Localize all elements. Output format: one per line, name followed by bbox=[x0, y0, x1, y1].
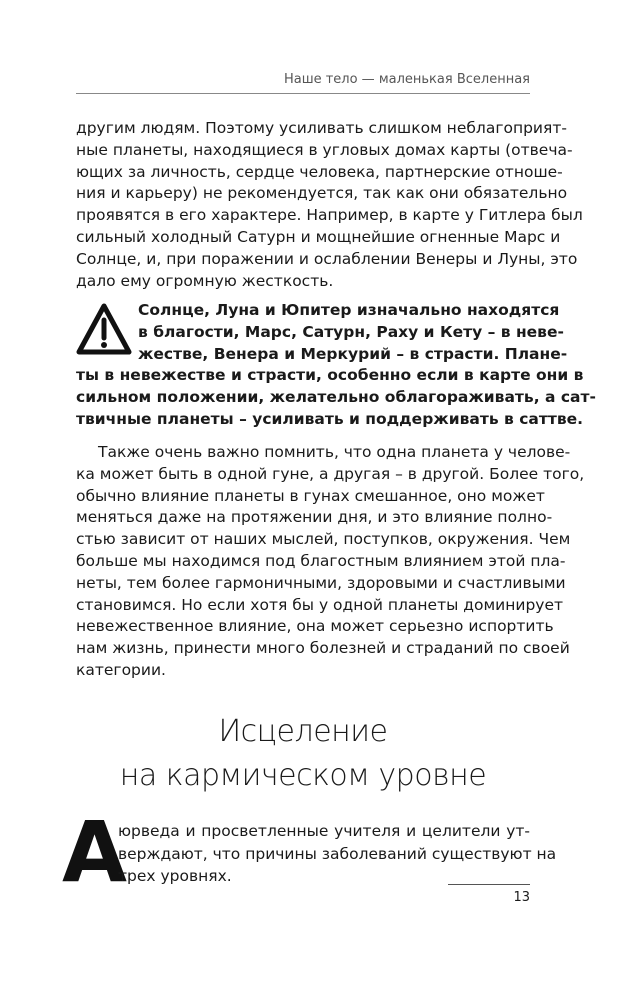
text-line: в благости, Марс, Сатурн, Раху и Кету – в неве- bbox=[138, 322, 564, 341]
text-line: Солнце, и, при поражении и ослаблении Венеры и Луны, это bbox=[76, 249, 578, 268]
text-line: меняться даже на протяжении дня, и это влияние полно- bbox=[76, 508, 553, 527]
text-line: дало ему огромную жесткость. bbox=[76, 271, 334, 290]
warning-callout bbox=[76, 300, 596, 430]
text-line: обычно влияние планеты в гунах смешанное, оно может bbox=[76, 486, 545, 505]
text-line: нам жизнь, принести много болезней и страданий по своей bbox=[76, 639, 570, 658]
header-divider bbox=[76, 93, 530, 94]
text-line: сильном положении, желательно облагораживать, а сат- bbox=[76, 388, 596, 407]
paragraph-2 bbox=[76, 442, 585, 682]
paragraph-1 bbox=[76, 118, 583, 292]
text-line: ты в невежестве и страсти, особенно если в карте они в bbox=[76, 366, 584, 385]
footer-divider bbox=[448, 884, 530, 885]
text-line: Солнце, Луна и Юпитер изначально находятся bbox=[138, 301, 560, 319]
paragraph-3 bbox=[118, 820, 557, 888]
text-line: проявятся в его характере. Например, в карте у Гитлера был bbox=[76, 206, 583, 225]
warning-triangle-icon bbox=[76, 302, 132, 358]
text-line: другим людям. Поэтому усиливать слишком неблагоприят- bbox=[76, 119, 567, 137]
text-line: трех уровнях. bbox=[118, 867, 232, 885]
section-title-line-1: Исцеление bbox=[218, 714, 388, 749]
text-line: категории. bbox=[76, 660, 166, 679]
drop-cap: А bbox=[62, 803, 128, 901]
text-line: ные планеты, находящиеся в угловых домах карты (отвеча- bbox=[76, 140, 573, 159]
text-line: ния и карьеру) не рекомендуется, так как они обязательно bbox=[76, 184, 568, 203]
section-title-line-2: на кармическом уровне bbox=[119, 758, 487, 793]
text-line: сильный холодный Сатурн и мощнейшие огненные Марс и bbox=[76, 227, 561, 246]
text-line: стью зависит от наших мыслей, поступков, окружения. Чем bbox=[76, 530, 571, 549]
page-number: 13 bbox=[513, 890, 530, 905]
warning-text bbox=[76, 300, 596, 431]
text-line: ка может быть в одной гуне, а другая – в другой. Более того, bbox=[76, 464, 585, 483]
text-line: больше мы находимся под благостным влиянием этой пла- bbox=[76, 551, 566, 570]
text-line: твичные планеты – усиливать и поддерживать в саттве. bbox=[76, 409, 584, 428]
text-line: юрведа и просветленные учителя и целители ут- bbox=[118, 822, 530, 840]
text-line: неты, тем более гармоничными, здоровыми и счастливыми bbox=[76, 573, 566, 592]
text-line: ющих за личность, сердце человека, партнерские отноше- bbox=[76, 162, 563, 181]
running-header: Наше тело — маленькая Вселенная bbox=[283, 72, 530, 87]
text-line: жестве, Венера и Меркурий – в страсти. Плане- bbox=[138, 344, 568, 363]
text-line: становимся. Но если хотя бы у одной планеты доминирует bbox=[76, 595, 564, 614]
text-line: Также очень важно помнить, что одна планета у челове- bbox=[98, 443, 571, 461]
text-line: верждают, что причины заболеваний существуют на bbox=[118, 844, 557, 863]
text-line: невежественное влияние, она может серьезно испортить bbox=[76, 617, 554, 636]
